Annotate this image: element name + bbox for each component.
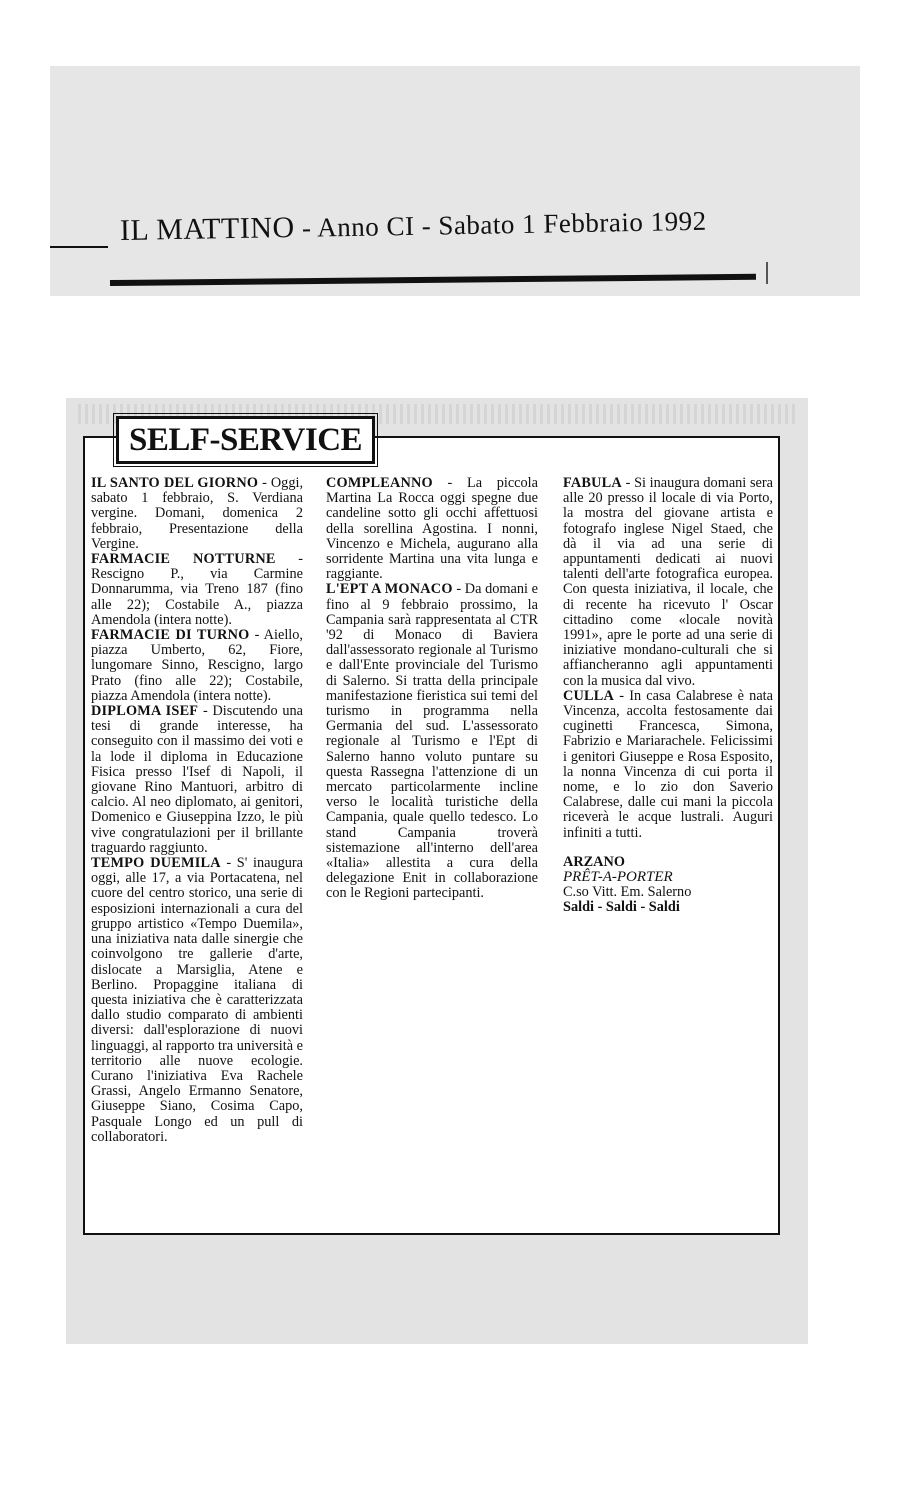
article-tempo-duemila [91, 856, 303, 1145]
column-3 [563, 476, 773, 916]
column-1 [91, 476, 303, 1145]
masthead-year: Anno CI [316, 210, 415, 243]
article-body: - Oggi, sabato 1 febbraio, S. Verdiana vergine. Domani, domenica 2 febbraio, Presentazione della Vergine. [91, 475, 304, 552]
article-body: - S' inaugura oggi, alle 17, a via Portacatena, nel cuore del centro storico, una serie di esposizioni internazionali a cura del gruppo artistico «Tempo Duemila», una iniziativa nata dalle sinergie che coinvolgono tre gallerie d'arte, dislocate a Marsiglia, Atene e Berlino. Propaggine italiana di questa iniziativa che è caratterizzata dallo studio comparato di ambienti diversi: dall'esplorazione di nuovi linguaggi, al rapporto tra università e territorio alle nuove ecologie. Curano l'iniziativa Eva Rachele Grassi, Angelo Ermanno Senatore, Giuseppe Siano, Cosima Capo, Pasquale Longo ed un pull di collaboratori. [91, 855, 304, 1145]
article-body: - In casa Calabrese è nata Vincenza, accolta festosamente dai cuginetti Francesca, Simona, Fabrizio e Mariarachele. Felicissimi i genitori Giuseppe e Rosa Esposito, la nonna Vincenza di cui porta il nome, e lo zio don Saverio Calabrese, dalle cui mani la piccola riceverà le acque lustrali. Auguri infiniti a tutti. [563, 687, 773, 841]
article-heading: FARMACIE NOTTURNE [91, 551, 276, 568]
article-fabula [563, 476, 773, 689]
article-diploma [91, 704, 303, 856]
article-body: - Rescigno P., via Carmine Donnarumma, via Treno 187 (fino alle 22); Costabile A., piazza Amendola (intera notte). [91, 551, 303, 628]
column-2 [326, 476, 538, 902]
masthead-tick [766, 262, 768, 284]
article-culla [563, 689, 773, 841]
article-heading: TEMPO DUEMILA [91, 855, 221, 872]
section-title: SELF-SERVICE [116, 416, 375, 464]
article-heading: FARMACIE DI TURNO [91, 627, 250, 644]
article-heading: IL SANTO DEL GIORNO [91, 475, 259, 491]
article-heading: FABULA [563, 475, 622, 491]
ad-subtitle: PRÊT-A-PORTER [563, 869, 673, 886]
ad-sale: Saldi - Saldi - Saldi [563, 899, 680, 916]
ad-address: C.so Vitt. Em. Salerno [563, 884, 692, 901]
advertisement [563, 855, 773, 916]
article-ept [326, 582, 538, 901]
article-compleanno [326, 476, 538, 582]
article-heading: COMPLEANNO [326, 475, 433, 491]
article-body: - Da domani e fino al 9 febbraio prossimo, la Campania sarà rappresentata al CTR '92 di Monaco di Baviera dall'assessorato regionale al Turismo e dall'Ente provinciale del Turismo di Salerno. Si tratta della principale manifestazione fieristica sui temi del turismo in programma nella Germania del sud. L'assessorato regionale al Turismo e l'Ept di Salerno hanno voluto puntare su questa Rassegna l'attenzione di un mercato particolarmente incline verso le località turistiche della Campania, quale quello tedesco. Lo stand Campania troverà sistemazione all'interno dell'area «Italia» allestita a cura della delegazione Enit in collaborazione con le Regioni partecipanti. [326, 581, 538, 902]
article-body: - La piccola Martina La Rocca oggi spegne due candeline sotto gli occhi affettuosi della sorellina Agostina. I nonni, Vincenzo e Michela, augurano alla sorridente Martina una vita lunga e raggiante. [326, 475, 538, 583]
masthead-separator: - [294, 212, 318, 243]
article-heading: DIPLOMA ISEF [91, 703, 199, 720]
article-farmacie-notturne [91, 552, 303, 628]
masthead-separator: - [414, 210, 439, 241]
article-body: - Si inaugura domani sera alle 20 presso il locale di via Porto, la mostra del giovane artista e fotografo inglese Nigel Staed, che dà il via ad una serie di appuntamenti dedicati ai nuovi talenti dell'arte fotografica europea. Con questa iniziativa, il locale, che di recente ha ricevuto l' Oscar cittadino come «locale novità 1991», apre le porte ad una serie di iniziative mondano-culturali che si affiancheranno agli appuntamenti con la musica dal vivo. [563, 475, 773, 689]
article-body: - Aiello, piazza Umberto, 62, Fiore, lungomare Sinno, Rescigno, largo Prato (fino alle 22); Costabile, piazza Amendola (intera notte). [91, 627, 303, 704]
article-farmacie-turno [91, 628, 303, 704]
newspaper-name: IL MATTINO [119, 210, 295, 247]
masthead-strip [50, 66, 860, 296]
ad-title: ARZANO [563, 853, 625, 870]
masthead-left-rule [50, 246, 108, 248]
article-heading: CULLA [563, 687, 615, 704]
article-santo [91, 476, 303, 552]
article-heading: L'EPT A MONACO [326, 581, 453, 598]
article-body: - Discutendo una tesi di grande interesse, ha conseguito con il massimo dei voti e la lode il diploma in Educazione Fisica presso l'Isef di Napoli, il giovane Rino Mantuori, arbitro di calcio. Al neo diplomato, ai genitori, Domenico e Giuseppina Izzo, le più vive congratulazioni per il brillante traguardo raggiunto. [91, 703, 303, 856]
masthead-date: Sabato 1 Febbraio 1992 [438, 205, 707, 241]
